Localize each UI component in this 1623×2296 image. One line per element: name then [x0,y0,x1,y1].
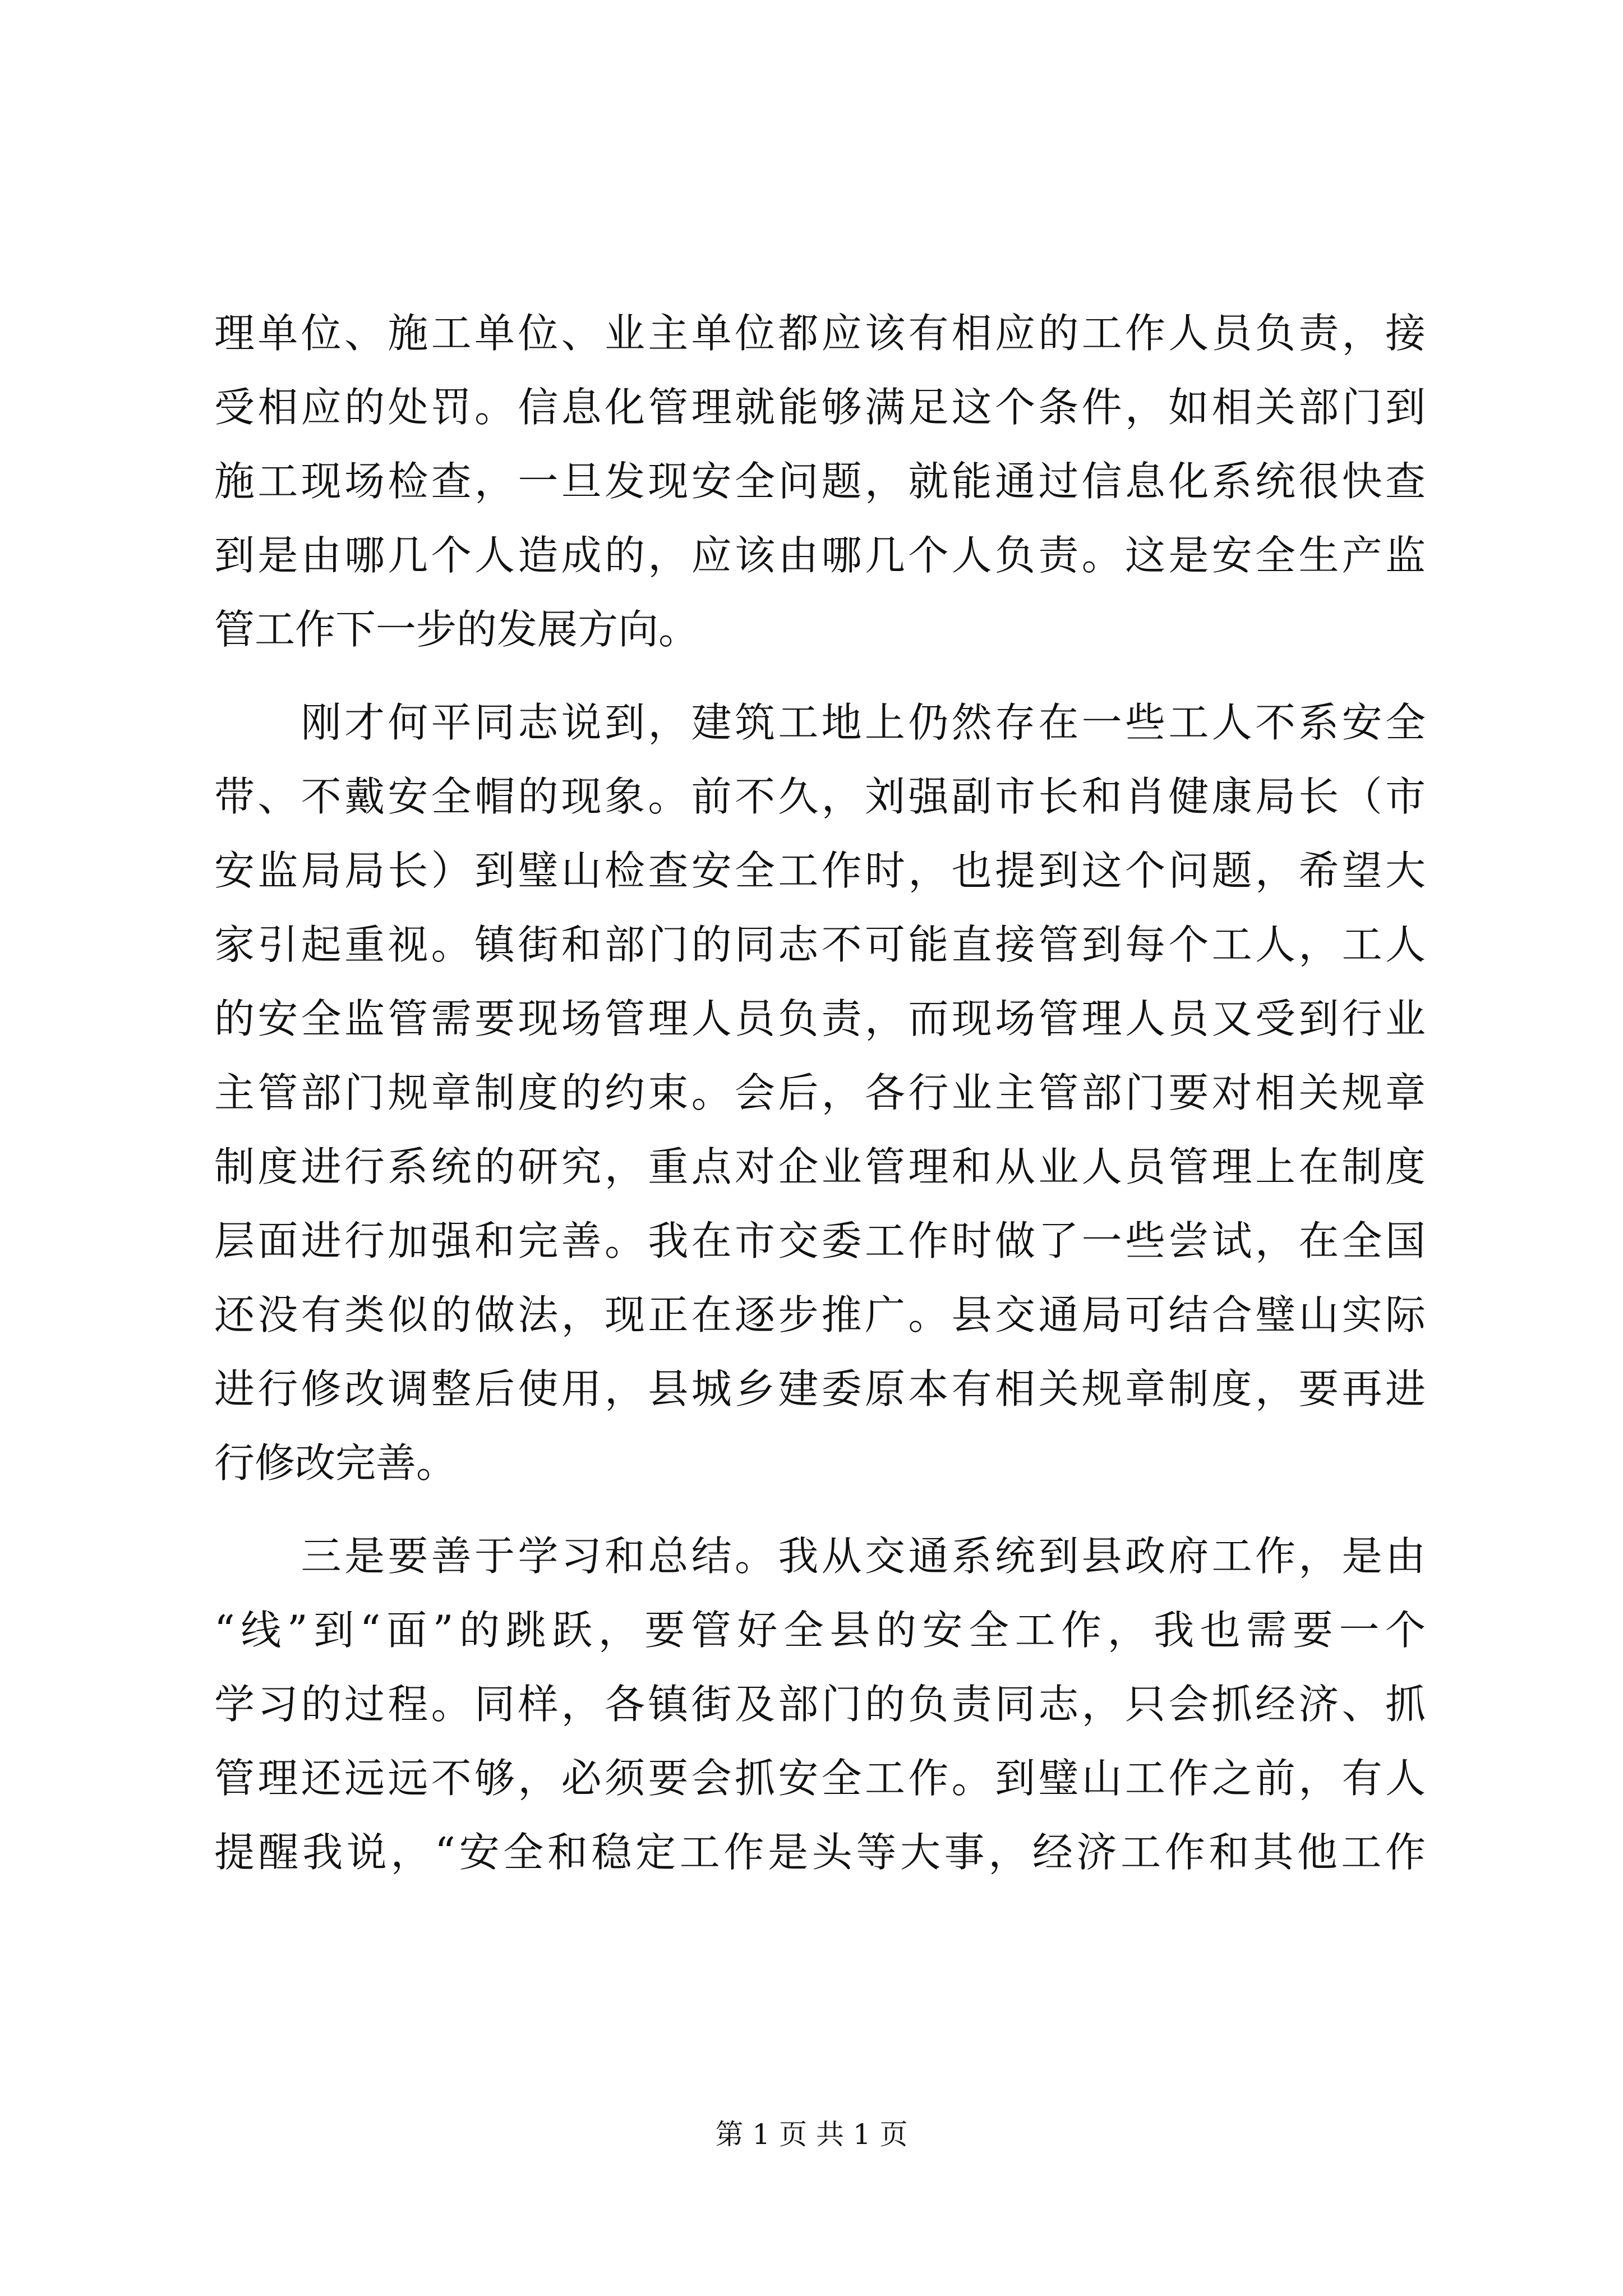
text-line: 层面进行加强和完善。我在市交委工作时做了一些尝试，在全国 [214,1217,1426,1264]
text-line: 进行修改调整后使用，县城乡建委原本有相关规章制度，要再进 [214,1365,1426,1412]
paragraph-2 [214,685,1426,1500]
text-line: 管理还远远不够，必须要会抓安全工作。到璧山工作之前，有人 [214,1755,1426,1802]
text-line: 提醒我说，“安全和稳定工作是头等大事，经济工作和其他工作 [214,1829,1426,1876]
text-line: 家引起重视。镇街和部门的同志不可能直接管到每个工人，工人 [214,921,1426,968]
text-line: 制度进行系统的研究，重点对企业管理和从业人员管理上在制度 [214,1143,1426,1190]
paragraph-3 [214,1519,1426,1889]
paragraph-1 [214,296,1426,666]
text-line: 还没有类似的做法，现正在逐步推广。县交通局可结合璧山实际 [214,1291,1426,1338]
text-line: 管工作下一步的发展方向。 [214,606,699,653]
text-line: 安监局局长）到璧山检查安全工作时，也提到这个问题，希望大 [214,847,1426,894]
text-line: 三是要善于学习和总结。我从交通系统到县政府工作，是由 [214,1533,1426,1580]
paragraph-spacing [214,666,1426,685]
document-body [214,296,1426,1889]
paragraph-spacing [214,1500,1426,1519]
page-footer: 第 1 页 共 1 页 [715,2118,908,2151]
text-line: “线”到“面”的跳跃，要管好全县的安全工作，我也需要一个 [214,1607,1426,1654]
text-line: 受相应的处罚。信息化管理就能够满足这个条件，如相关部门到 [214,384,1426,431]
text-line: 带、不戴安全帽的现象。前不久，刘强副市长和肖健康局长（市 [214,773,1426,820]
text-line: 行修改完善。 [214,1439,457,1487]
text-line: 到是由哪几个人造成的，应该由哪几个人负责。这是安全生产监 [214,532,1426,579]
text-line: 施工现场检查，一旦发现安全问题，就能通过信息化系统很快查 [214,458,1426,505]
text-line: 刚才何平同志说到，建筑工地上仍然存在一些工人不系安全 [214,699,1426,746]
text-line: 的安全监管需要现场管理人员负责，而现场管理人员又受到行业 [214,995,1426,1042]
text-line: 理单位、施工单位、业主单位都应该有相应的工作人员负责，接 [214,310,1426,357]
text-line: 学习的过程。同样，各镇街及部门的负责同志，只会抓经济、抓 [214,1681,1426,1728]
text-line: 主管部门规章制度的约束。会后，各行业主管部门要对相关规章 [214,1069,1426,1116]
